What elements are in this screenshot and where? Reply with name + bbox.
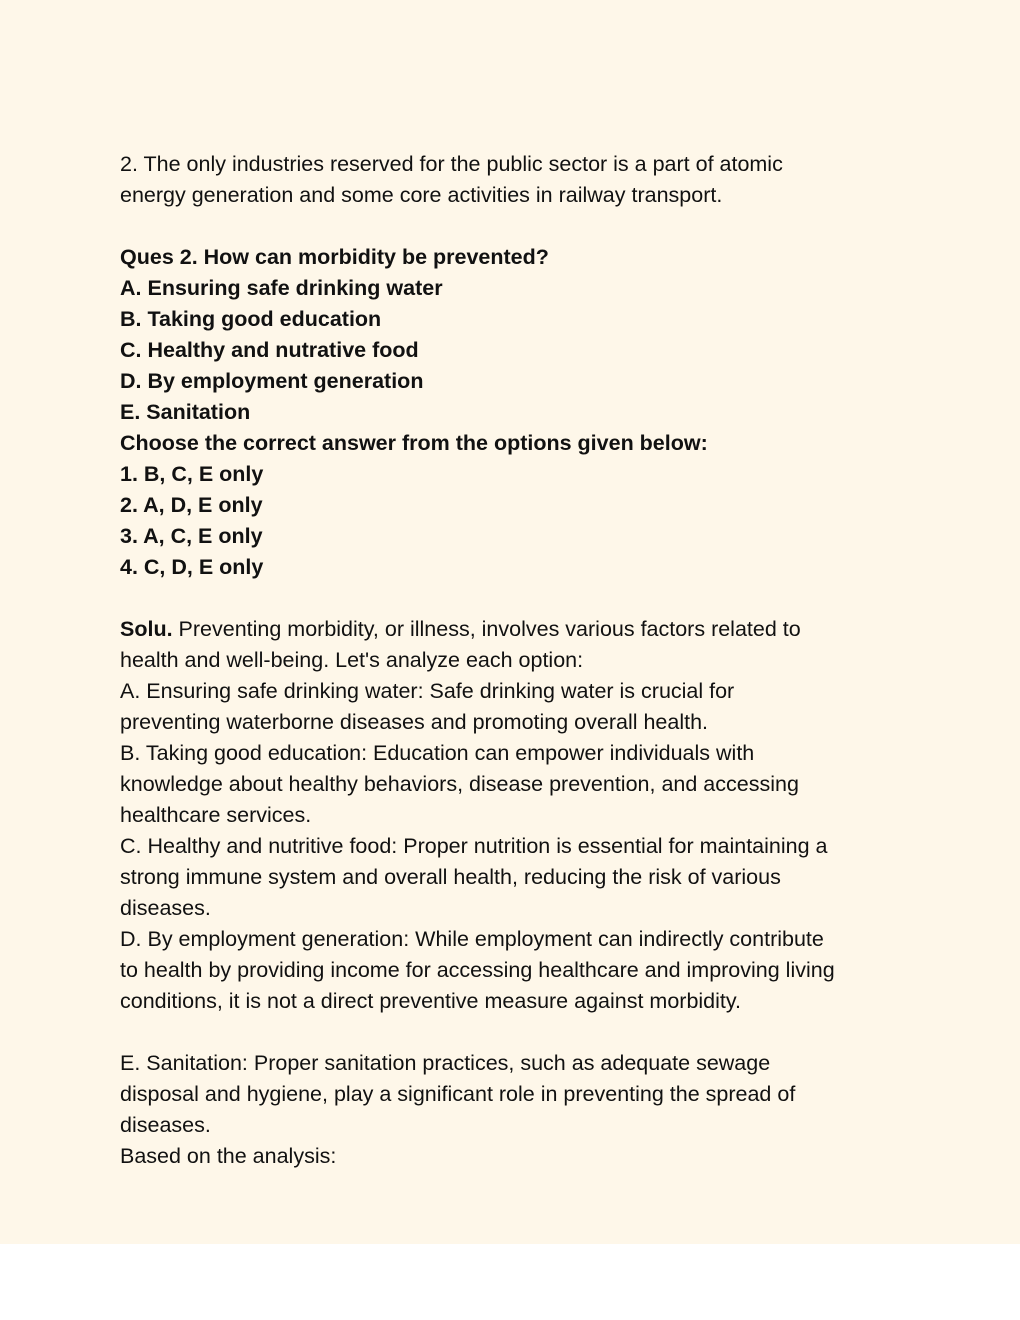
paragraph-gap: [120, 583, 910, 614]
solution-intro-text: Preventing morbidity, or illness, involves various factors related to: [172, 617, 801, 641]
conclusion: Based on the analysis:: [120, 1144, 337, 1168]
paragraph-gap: [120, 211, 910, 242]
analysis-b: knowledge about healthy behaviors, disease prevention, and accessing: [120, 772, 799, 796]
analysis-c: strong immune system and overall health, reducing the risk of various: [120, 865, 781, 889]
solution-intro-line: [120, 614, 910, 645]
analysis-c: diseases.: [120, 896, 211, 920]
solution-block: [120, 614, 910, 1017]
analysis-e: diseases.: [120, 1113, 211, 1137]
analysis-d: to health by providing income for accessing healthcare and improving living: [120, 958, 835, 982]
option-1: 1. B, C, E only: [120, 462, 264, 486]
option-3: 3. A, C, E only: [120, 524, 263, 548]
analysis-b: B. Taking good education: Education can empower individuals with: [120, 741, 755, 765]
analysis-d: D. By employment generation: While employment can indirectly contribute: [120, 927, 824, 951]
analysis-d: conditions, it is not a direct preventive measure against morbidity.: [120, 989, 742, 1013]
statement-a: A. Ensuring safe drinking water: [120, 276, 443, 300]
option-4: 4. C, D, E only: [120, 555, 264, 579]
statement-b: B. Taking good education: [120, 307, 382, 331]
analysis-e-block: [120, 1048, 910, 1172]
statement-d: D. By employment generation: [120, 369, 424, 393]
option-2: 2. A, D, E only: [120, 493, 263, 517]
intro-line: 2. The only industries reserved for the public sector is a part of atomic: [120, 152, 783, 176]
analysis-a: preventing waterborne diseases and promoting overall health.: [120, 710, 709, 734]
solution-label: Solu.: [120, 617, 173, 641]
intro-line: energy generation and some core activities in railway transport.: [120, 183, 723, 207]
analysis-b: healthcare services.: [120, 803, 312, 827]
solution-intro-line: health and well-being. Let's analyze each option:: [120, 648, 584, 672]
analysis-a: A. Ensuring safe drinking water: Safe drinking water is crucial for: [120, 679, 735, 703]
intro-paragraph: [120, 149, 910, 211]
question-instruction: Choose the correct answer from the options given below:: [120, 431, 708, 455]
analysis-c: C. Healthy and nutritive food: Proper nutrition is essential for maintaining a: [120, 834, 828, 858]
question-block: [120, 242, 910, 583]
statement-e: E. Sanitation: [120, 400, 251, 424]
question-title: Ques 2. How can morbidity be prevented?: [120, 245, 549, 269]
analysis-e: E. Sanitation: Proper sanitation practices, such as adequate sewage: [120, 1051, 771, 1075]
analysis-e: disposal and hygiene, play a significant role in preventing the spread of: [120, 1082, 796, 1106]
paragraph-gap: [120, 1017, 910, 1048]
page-content: [120, 149, 910, 1172]
statement-c: C. Healthy and nutrative food: [120, 338, 419, 362]
